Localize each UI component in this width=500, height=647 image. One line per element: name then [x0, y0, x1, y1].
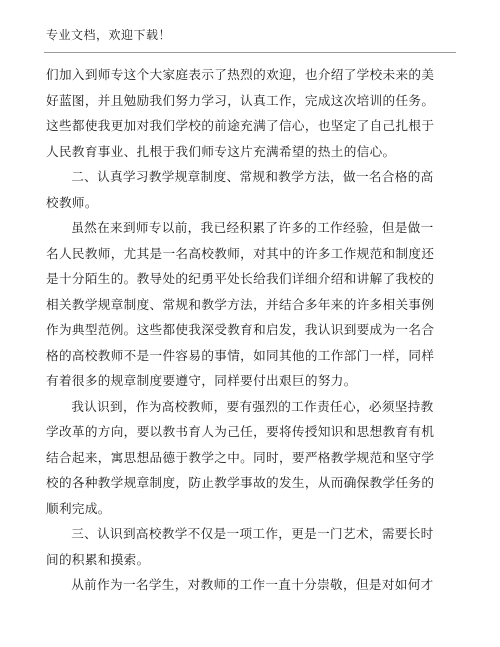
text-line: 这些都使我更加对我们学校的前途充满了信心，也坚定了自己扎根于: [46, 118, 435, 133]
text-line: 我认识到，作为高校教师，要有强烈的工作责任心，必须坚持教: [71, 398, 434, 414]
document-body: [46, 62, 456, 598]
paragraph: [46, 521, 456, 572]
text-line: 们加入到师专这个大家庭表示了热烈的欢迎，也介绍了学校未来的美: [46, 67, 435, 82]
text-line: 虽然在来到师专以前，我已经积累了许多的工作经验，但是做一: [71, 220, 434, 235]
text-line: 二、认真学习教学规章制度、常规和教学方法，做一名合格的高: [71, 169, 434, 184]
text-line: 是十分陌生的。教导处的纪勇平处长给我们详细介绍和讲解了我校的: [46, 271, 435, 286]
text-line: 顺利完成。: [46, 500, 111, 516]
text-line: 结合起来，寓思想品德于教学之中。同时，要严格教学规范和坚守学: [46, 449, 435, 465]
paragraph: [46, 164, 456, 215]
text-line: 格的高校教师不是一件容易的事情，如同其他的工作部门一样，同样: [46, 347, 435, 363]
text-line: 从前作为一名学生，对教师的工作一直十分崇敬，但是对如何才: [71, 577, 434, 592]
paragraph: [46, 572, 456, 598]
text-line: 相关教学规章制度、常规和教学方法，并结合多年来的许多相关事例: [46, 296, 435, 312]
paragraph: [46, 394, 456, 522]
text-line: 三、认识到高校教学不仅是一项工作，更是一门艺术，需要长时: [71, 526, 434, 541]
page-header: 专业文档，欢迎下载！: [46, 28, 172, 42]
text-line: 名人民教师，尤其是一名高校教师，对其中的许多工作规范和制度还: [46, 245, 435, 261]
text-line: 间的积累和摸索。: [46, 551, 150, 567]
text-line: 有着很多的规章制度要遵守，同样要付出艰巨的努力。: [46, 373, 357, 388]
text-line: 校的各种教学规章制度，防止教学事故的发生，从而确保教学任务的: [46, 475, 435, 490]
paragraph: [46, 62, 456, 164]
text-line: 好蓝图，并且勉励我们努力学习，认真工作，完成这次培训的任务。: [46, 92, 435, 108]
header-divider: [44, 52, 456, 53]
text-line: 学改革的方向，要以教书育人为己任，要将传授知识和思想教育有机: [46, 424, 435, 439]
paragraph: [46, 215, 456, 394]
text-line: 人民教育事业、扎根于我们师专这片充满希望的热土的信心。: [46, 143, 396, 159]
text-line: 校教师。: [46, 194, 98, 210]
text-line: 作为典型范例。这些都使我深受教育和启发，我认识到要成为一名合: [46, 322, 435, 337]
